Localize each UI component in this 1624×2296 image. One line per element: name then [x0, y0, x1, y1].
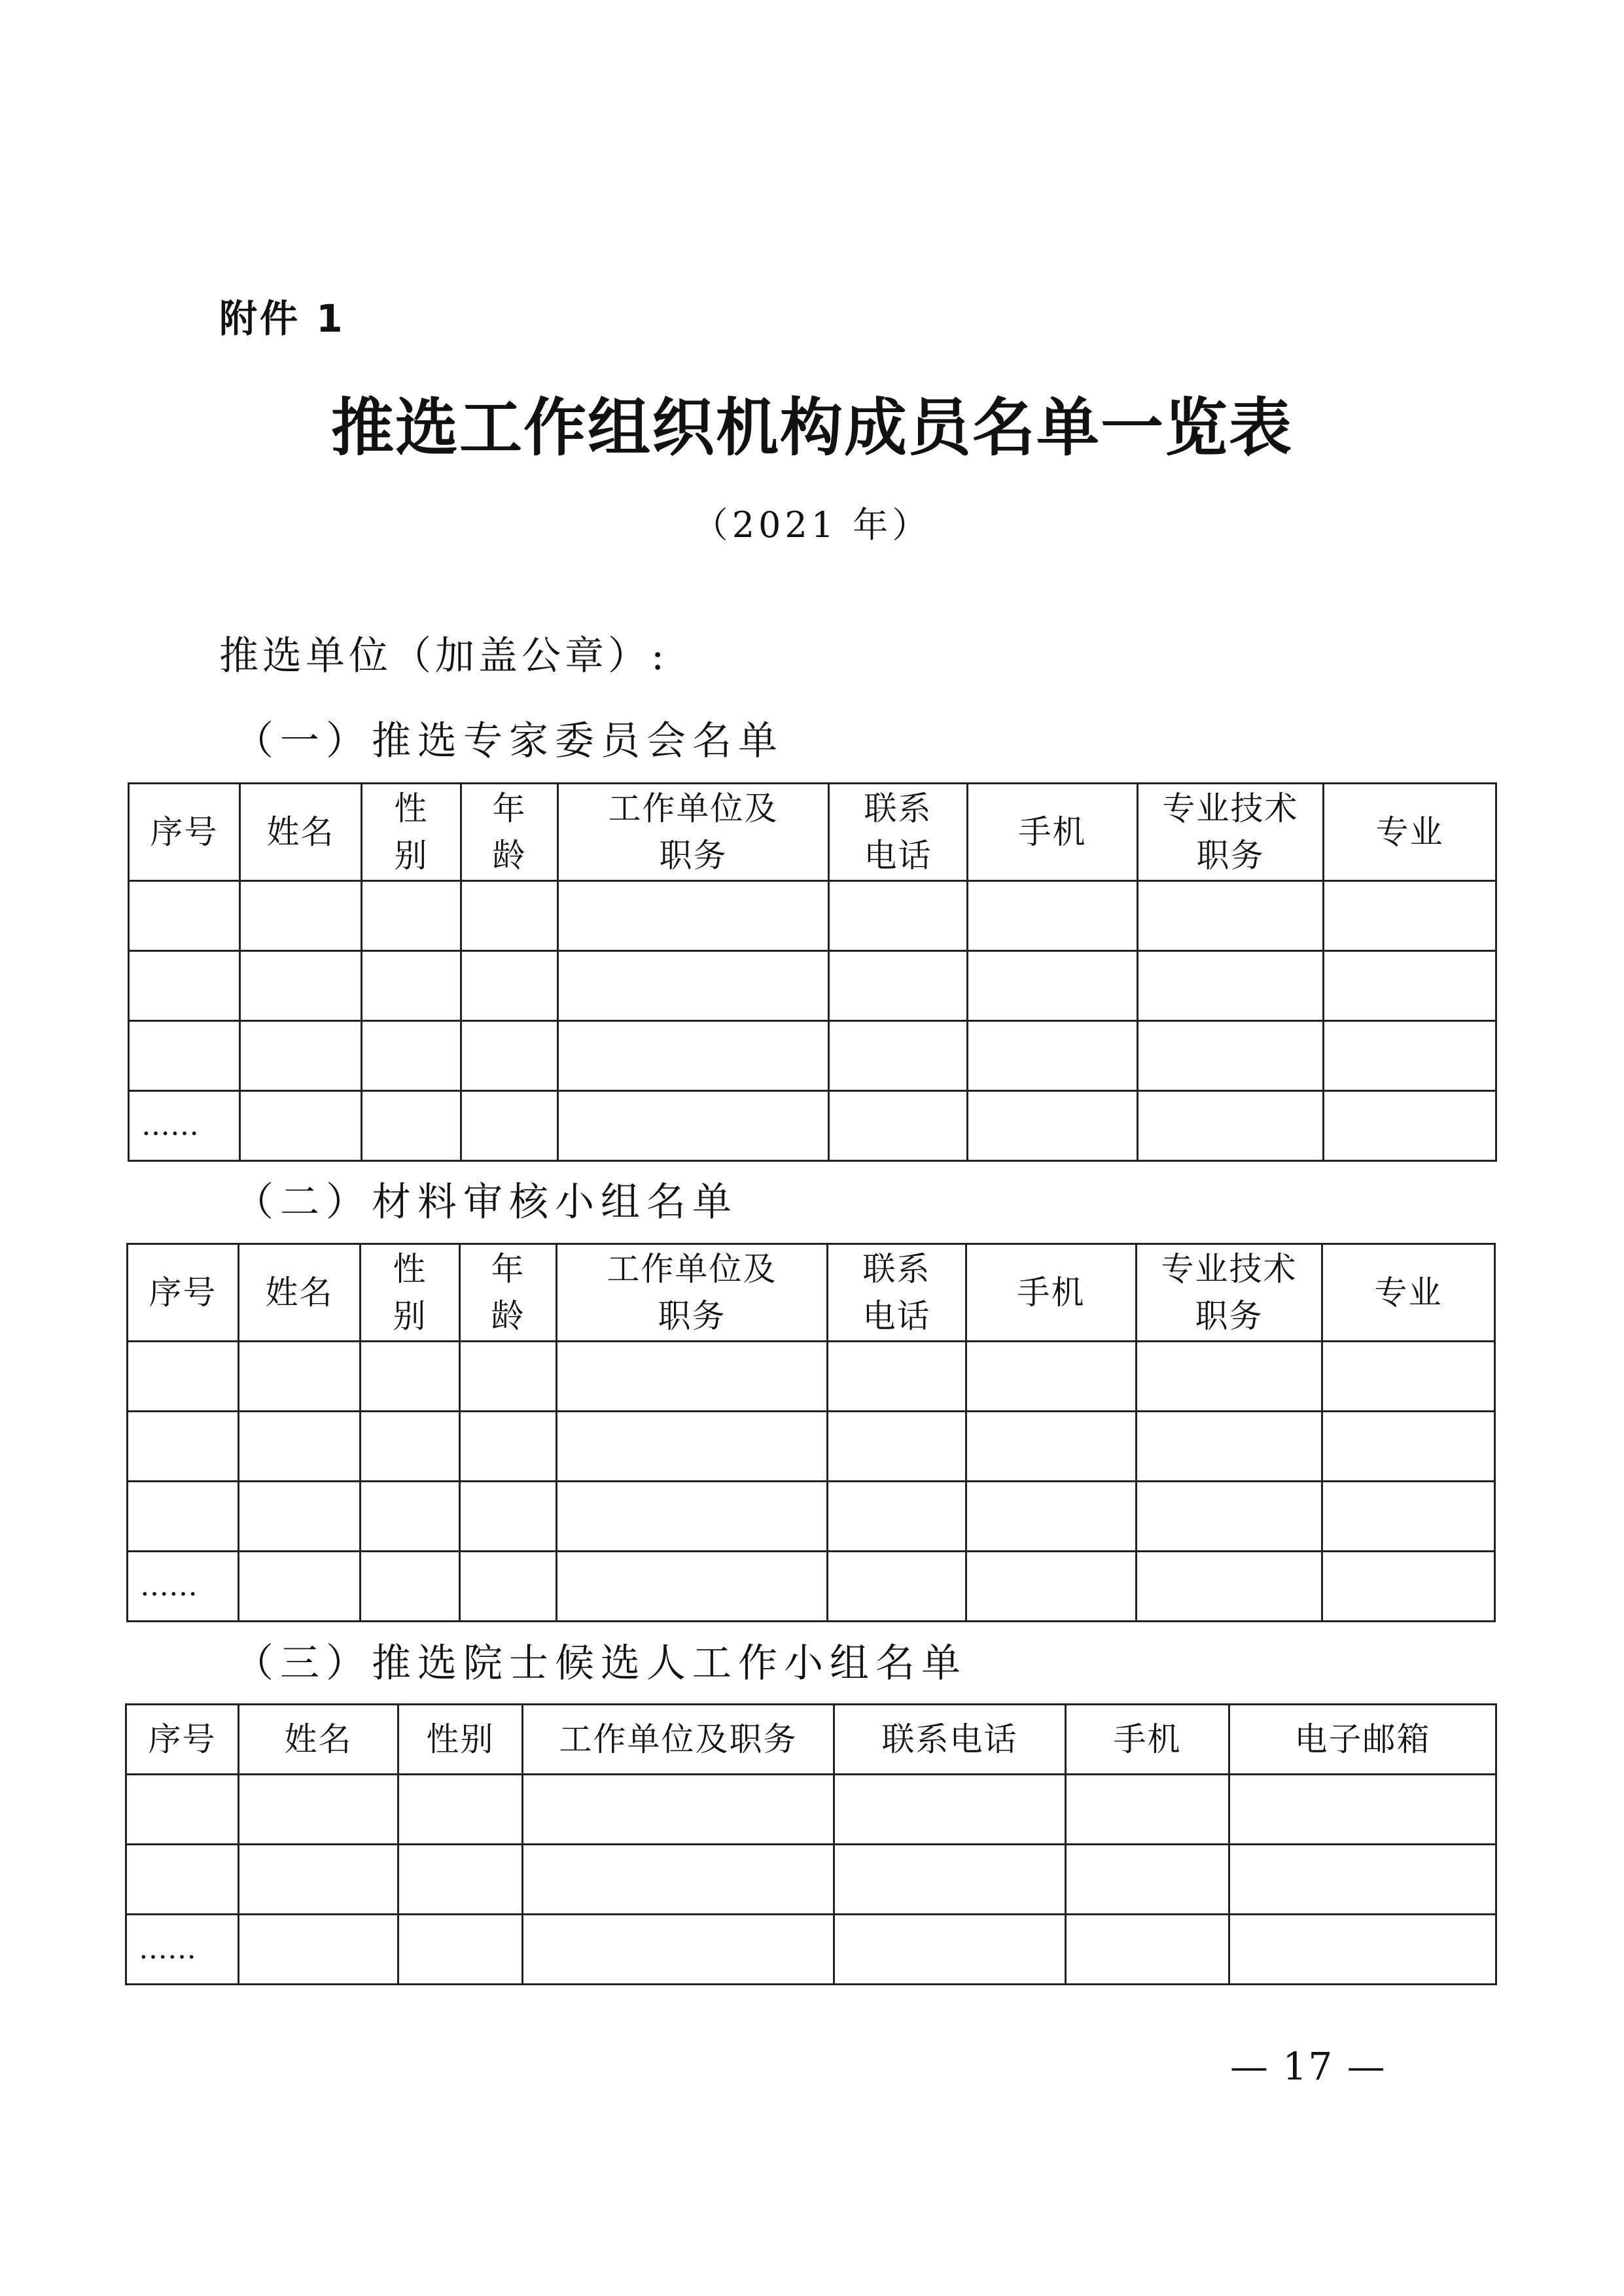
ellipsis-cell: ……: [129, 1091, 240, 1161]
page-number: — 17 —: [1230, 2044, 1386, 2089]
header-cell: 专业: [1322, 1244, 1495, 1342]
header-cell: 手机: [1066, 1705, 1229, 1775]
header-cell: 姓名: [239, 1705, 398, 1775]
header-cell: 联系 电话: [829, 784, 968, 881]
header-cell: 手机: [966, 1244, 1137, 1342]
material-review-table: [126, 1243, 1496, 1622]
header-cell: 姓名: [240, 784, 362, 881]
header-cell: 联系 电话: [828, 1244, 966, 1342]
header-cell: 工作单位及 职务: [558, 784, 829, 881]
recommending-unit-line: 推选单位（加盖公章）:: [219, 633, 669, 679]
table-row: [128, 1342, 1495, 1412]
table-row: [126, 1845, 1496, 1915]
table-row: [129, 881, 1496, 951]
attachment-label: 附件 1: [219, 296, 345, 341]
header-cell: 工作单位及 职务: [557, 1244, 828, 1342]
header-cell: 序号: [128, 1244, 239, 1342]
candidate-group-table: [125, 1703, 1497, 1985]
header-cell: 专业: [1324, 784, 1496, 881]
table-row: [129, 951, 1496, 1021]
expert-committee-table: [128, 782, 1497, 1162]
header-cell: 性 别: [361, 1244, 460, 1342]
table-row: [126, 1775, 1496, 1845]
header-cell: 工作单位及职务: [523, 1705, 834, 1775]
header-cell: 手机: [968, 784, 1138, 881]
section-heading-material-review: （二）材料审核小组名单: [234, 1179, 738, 1225]
header-cell: 序号: [129, 784, 240, 881]
table-header-row: [128, 1244, 1495, 1342]
header-cell: 序号: [126, 1705, 239, 1775]
table-header-row: [126, 1705, 1496, 1775]
table-row-ellipsis: [126, 1915, 1496, 1985]
ellipsis-cell: ……: [128, 1552, 239, 1622]
header-cell: 电子邮箱: [1229, 1705, 1496, 1775]
header-cell: 性 别: [362, 784, 461, 881]
table-row-ellipsis: [129, 1091, 1496, 1161]
ellipsis-cell: ……: [126, 1915, 239, 1985]
section-heading-expert-committee: （一）推选专家委员会名单: [234, 718, 784, 764]
document-title: 推选工作组织机构成员名单一览表: [331, 391, 1293, 464]
header-cell: 专业技术 职务: [1137, 1244, 1322, 1342]
header-cell: 年 龄: [461, 784, 558, 881]
document-year: （2021 年）: [692, 504, 932, 546]
header-cell: 年 龄: [460, 1244, 557, 1342]
header-cell: 姓名: [239, 1244, 361, 1342]
table-row-ellipsis: [128, 1552, 1495, 1622]
table-row: [128, 1482, 1495, 1552]
section-heading-candidate-group: （三）推选院士候选人工作小组名单: [234, 1641, 967, 1686]
header-cell: 性别: [398, 1705, 523, 1775]
table-row: [129, 1021, 1496, 1091]
header-cell: 专业技术 职务: [1138, 784, 1324, 881]
header-cell: 联系电话: [834, 1705, 1066, 1775]
table-row: [128, 1412, 1495, 1482]
table-header-row: [129, 784, 1496, 881]
